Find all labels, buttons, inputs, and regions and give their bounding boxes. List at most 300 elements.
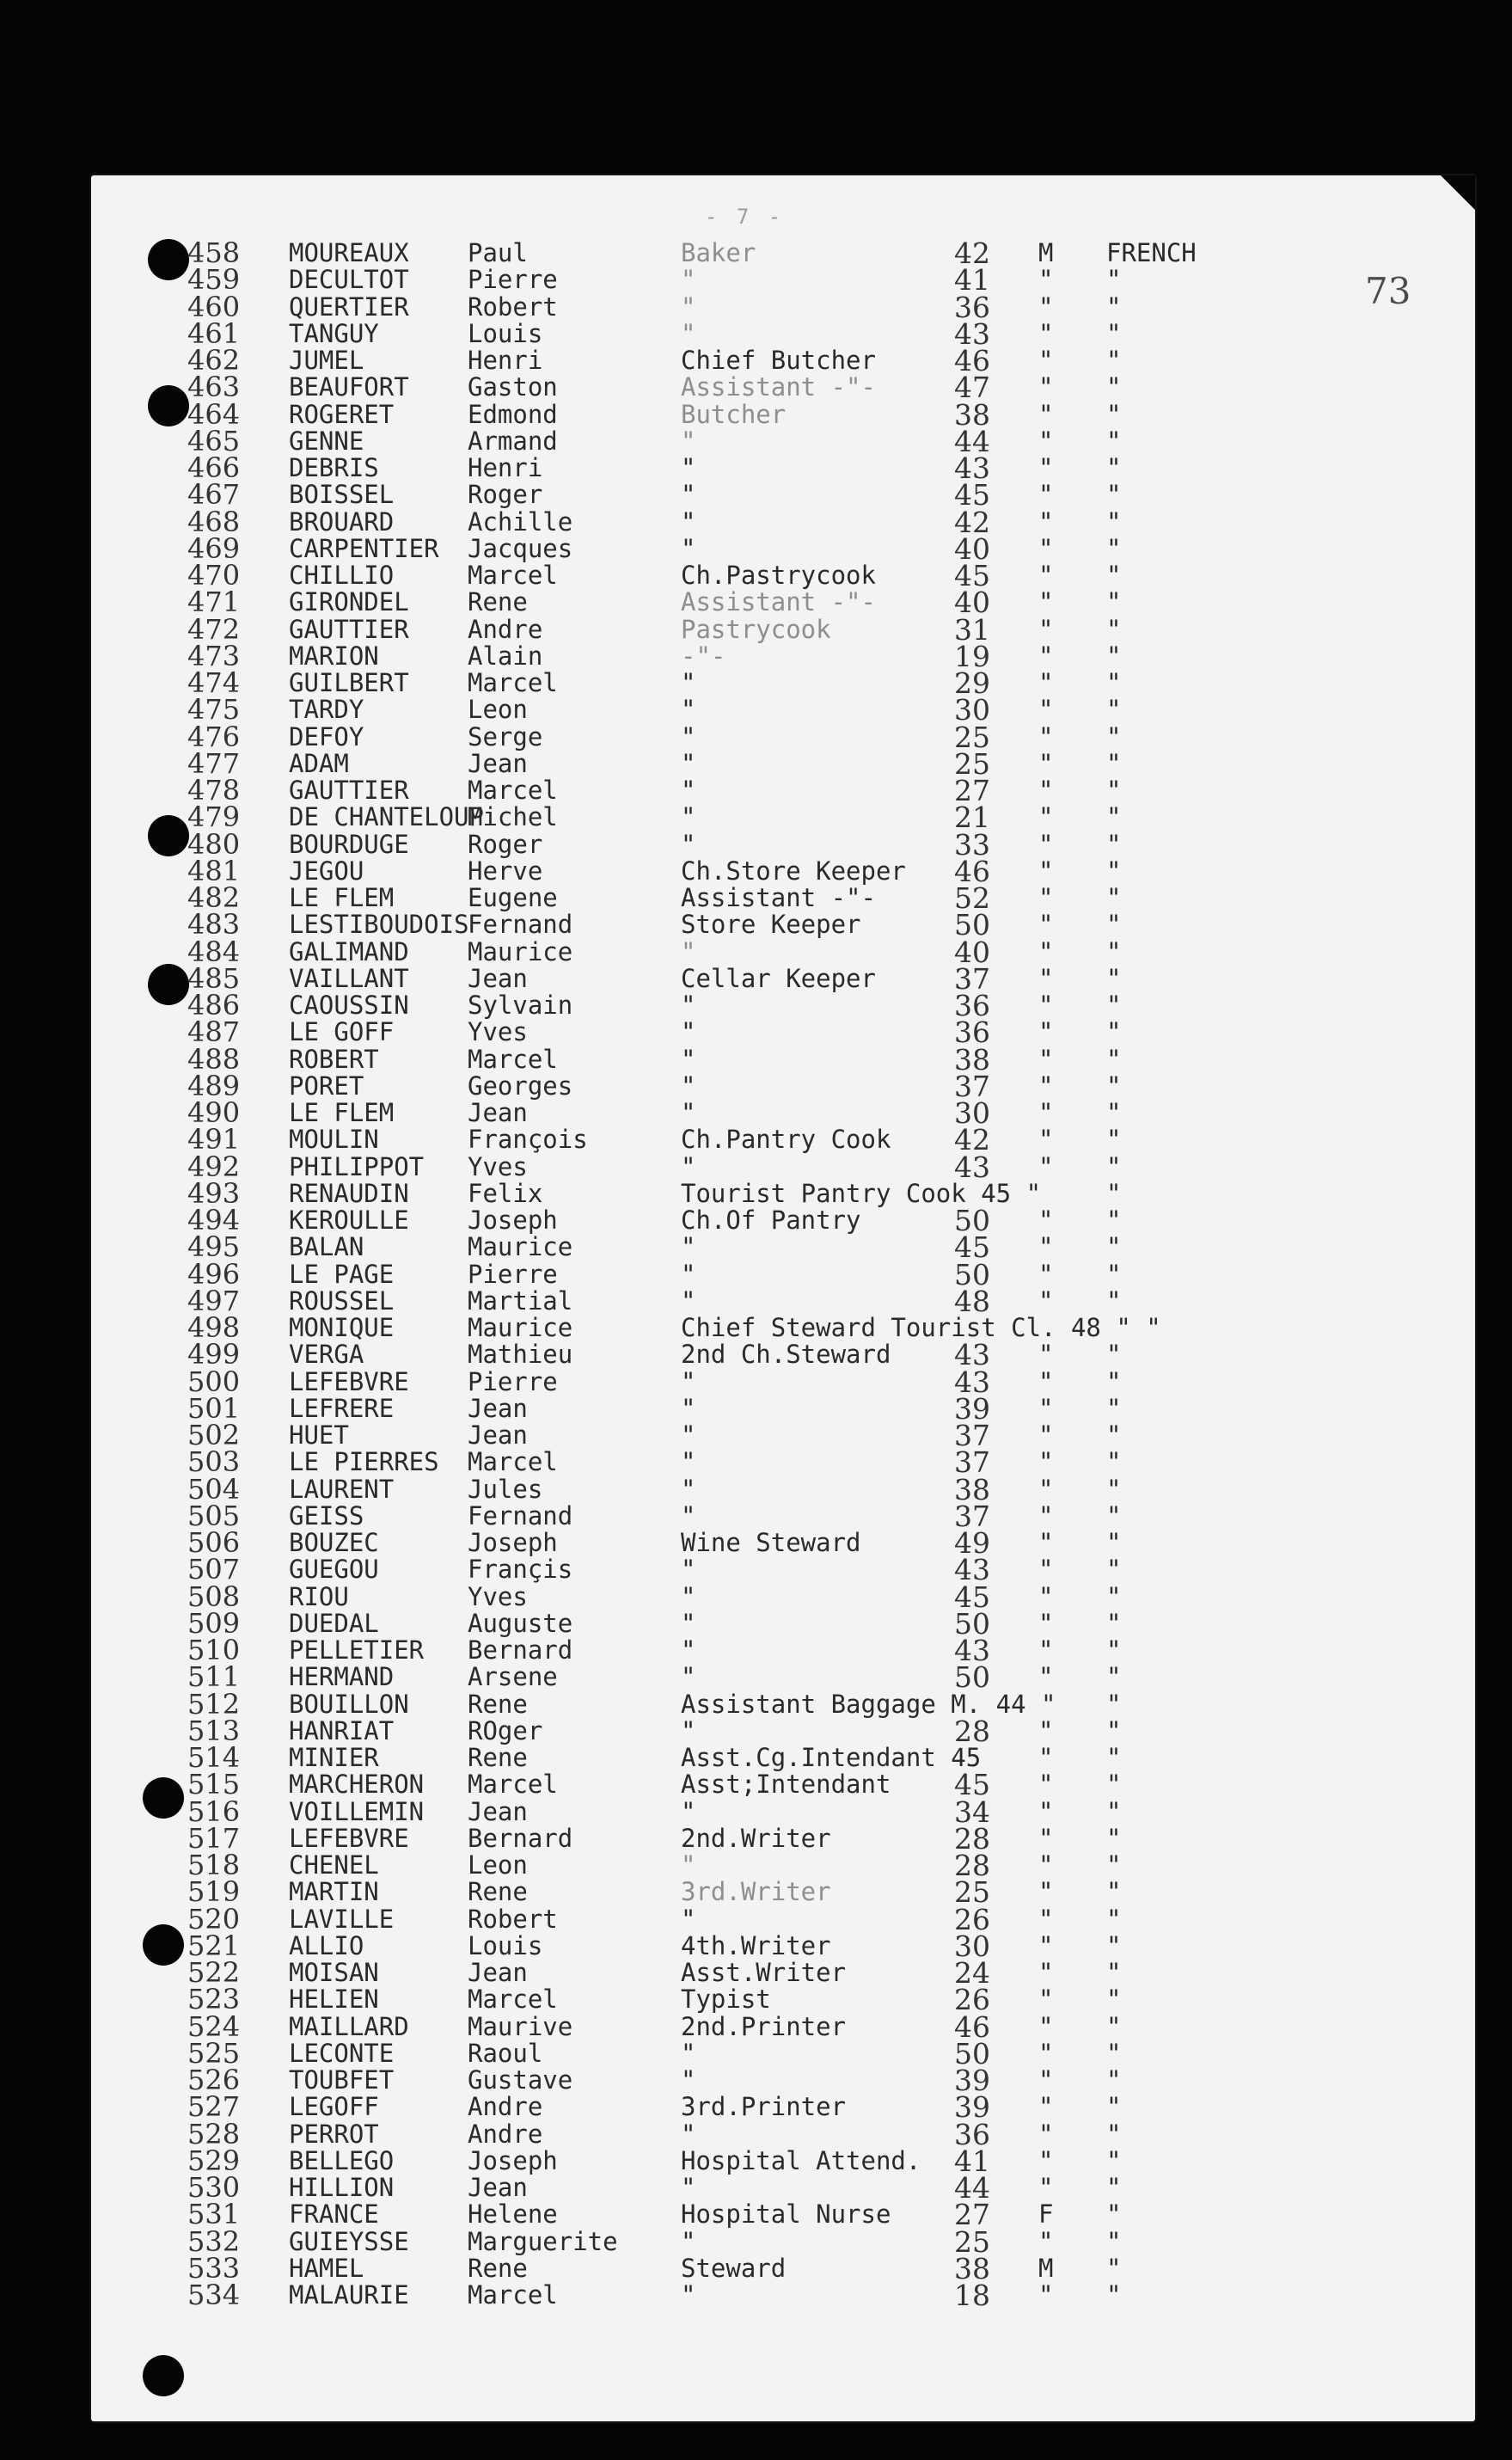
sex: "	[1038, 2226, 1054, 2256]
occupation: "	[681, 265, 696, 295]
sex: "	[1038, 721, 1054, 751]
crew-roster	[0, 236, 1512, 2312]
surname: GUEGOU	[289, 1555, 379, 1585]
occupation: "	[681, 1420, 696, 1450]
given-name: Rene	[468, 587, 528, 617]
row-number: 477	[187, 746, 241, 780]
given-name: Rene	[468, 1743, 528, 1772]
row-number: 515	[187, 1768, 241, 1801]
nationality: "	[1106, 1474, 1122, 1504]
sex: "	[1038, 1743, 1054, 1772]
sex: "	[1038, 1285, 1054, 1316]
occupation: -"-	[681, 641, 726, 671]
nationality: "	[1106, 2173, 1122, 2202]
surname: QUERTIER	[289, 291, 409, 322]
nationality: "	[1106, 1823, 1122, 1853]
row-number: 488	[187, 1042, 241, 1076]
nationality: "	[1106, 721, 1122, 751]
occupation: "	[681, 1285, 696, 1316]
occupation: Chief Steward Tourist Cl. 48 " "	[681, 1313, 1161, 1342]
occupation: "	[681, 1474, 696, 1504]
row-number: 487	[187, 1015, 241, 1049]
sex: "	[1038, 506, 1054, 537]
nationality: "	[1106, 1259, 1122, 1289]
occupation: Ch.Pastrycook	[681, 561, 876, 590]
nationality: "	[1106, 346, 1122, 375]
given-name: Marcel	[468, 668, 558, 697]
occupation: Assistant -"-	[681, 883, 876, 912]
surname: MARTIN	[289, 1877, 379, 1907]
occupation: "	[681, 1070, 696, 1101]
row-number: 517	[187, 1821, 241, 1855]
surname: RENAUDIN	[289, 1178, 409, 1208]
surname: GUILBERT	[289, 668, 409, 697]
nationality: "	[1106, 561, 1122, 590]
occupation: Chief Butcher	[681, 346, 876, 375]
row-number: 476	[187, 720, 241, 753]
torn-corner	[1441, 175, 1475, 210]
occupation: "	[681, 829, 696, 859]
surname: BOURDUGE	[289, 829, 409, 859]
roster-row	[0, 586, 1512, 620]
given-name: Andre	[468, 2092, 543, 2122]
row-number: 527	[187, 2090, 241, 2124]
sex: "	[1038, 1608, 1054, 1638]
sex: "	[1038, 1151, 1054, 1181]
row-number: 533	[187, 2251, 241, 2285]
row-number: 530	[187, 2171, 241, 2204]
row-number: 508	[187, 1580, 241, 1613]
given-name: Maurice	[468, 1232, 573, 1262]
row-number: 525	[187, 2036, 241, 2070]
row-number: 470	[187, 559, 241, 592]
age: 39	[954, 2064, 990, 2097]
given-name: ROger	[468, 1715, 543, 1745]
sex: "	[1038, 2119, 1054, 2149]
row-number: 534	[187, 2279, 241, 2311]
surname: TANGUY	[289, 318, 379, 348]
age: 37	[954, 1445, 990, 1480]
row-number: 461	[187, 316, 241, 350]
age: 38	[954, 2251, 990, 2285]
sex: "	[1038, 1340, 1054, 1370]
age: 43	[954, 1338, 990, 1372]
row-number: 513	[187, 1714, 241, 1747]
occupation: "	[681, 936, 696, 966]
age: 26	[954, 1902, 990, 1936]
given-name: Paul	[468, 238, 528, 267]
surname: ROGERET	[289, 399, 395, 429]
surname: DE CHANTELOUP	[289, 802, 484, 832]
nationality: "	[1106, 1098, 1122, 1127]
given-name: Serge	[468, 721, 543, 751]
nationality: FRENCH	[1106, 238, 1197, 267]
occupation: "	[681, 1904, 696, 1934]
occupation: "	[681, 991, 696, 1020]
given-name: Sylvain	[468, 991, 573, 1020]
nationality: "	[1106, 1662, 1122, 1692]
sex: M	[1038, 2253, 1054, 2283]
age: 44	[954, 2171, 990, 2205]
row-number: 520	[187, 1902, 241, 1935]
roster-row	[0, 1660, 1512, 1695]
age: 36	[954, 989, 990, 1022]
surname: ALLIO	[289, 1930, 364, 1960]
given-name: Jean	[468, 963, 528, 993]
given-name: Arsene	[468, 1662, 558, 1692]
occupation: Baker	[681, 238, 756, 267]
row-number: 466	[187, 451, 241, 484]
age: 44	[954, 424, 990, 458]
row-number: 471	[187, 586, 241, 619]
row-number: 493	[187, 1176, 241, 1210]
row-number: 506	[187, 1526, 241, 1559]
surname: LEFEBVRE	[289, 1366, 409, 1396]
row-number: 510	[187, 1634, 241, 1666]
age: 45	[954, 559, 990, 592]
surname: HERMAND	[289, 1662, 395, 1692]
surname: LE FLEM	[289, 883, 395, 912]
nationality: "	[1106, 1985, 1122, 2015]
given-name: Louis	[468, 1930, 543, 1960]
row-number: 526	[187, 2064, 241, 2096]
occupation: Cellar Keeper	[681, 963, 876, 993]
age: 28	[954, 1849, 990, 1882]
row-number: 500	[187, 1365, 241, 1398]
age: 29	[954, 666, 990, 700]
age: 50	[954, 1606, 990, 1641]
roster-row	[0, 693, 1512, 727]
surname: LE PIERRES	[289, 1447, 439, 1477]
surname: FRANCE	[289, 2199, 379, 2230]
given-name: Pierre	[468, 1366, 558, 1396]
row-number: 479	[187, 801, 241, 834]
roster-row	[0, 908, 1512, 942]
age: 37	[954, 1069, 990, 1103]
surname: GAUTTIER	[289, 614, 409, 644]
occupation: "	[681, 668, 696, 697]
sex: "	[1038, 2280, 1054, 2310]
sex: "	[1038, 1366, 1054, 1396]
given-name: Andre	[468, 2119, 543, 2149]
nationality: "	[1106, 399, 1122, 429]
given-name: Andre	[468, 614, 543, 644]
given-name: Yves	[468, 1017, 528, 1047]
sex: "	[1038, 1393, 1054, 1423]
row-number: 505	[187, 1499, 241, 1532]
occupation: "	[681, 1259, 696, 1289]
page-number: 73	[1365, 270, 1411, 312]
row-number: 469	[187, 531, 241, 565]
nationality: "	[1106, 991, 1122, 1020]
nationality: "	[1106, 776, 1122, 805]
surname: MARCHERON	[289, 1770, 425, 1800]
age: 45	[954, 1768, 990, 1802]
surname: LECONTE	[289, 2038, 395, 2068]
nationality: "	[1106, 587, 1122, 617]
nationality: "	[1106, 936, 1122, 966]
surname: BROUARD	[289, 506, 395, 537]
age: 18	[954, 2279, 990, 2312]
given-name: Jean	[468, 1393, 528, 1423]
age: 46	[954, 344, 990, 377]
nationality: "	[1106, 668, 1122, 697]
age: 40	[954, 531, 990, 566]
surname: CARPENTIER	[289, 533, 439, 563]
age: 37	[954, 1419, 990, 1452]
occupation: "	[681, 1366, 696, 1396]
age: 31	[954, 612, 990, 647]
row-number: 467	[187, 478, 241, 512]
surname: PELLETIER	[289, 1635, 425, 1665]
nationality: "	[1106, 1017, 1122, 1047]
row-number: 478	[187, 774, 241, 807]
row-number: 495	[187, 1230, 241, 1264]
given-name: Roger	[468, 829, 543, 859]
roster-row	[0, 1553, 1512, 1587]
occupation: "	[681, 776, 696, 805]
sex: "	[1038, 2038, 1054, 2068]
row-number: 504	[187, 1472, 241, 1506]
occupation: "	[681, 2065, 696, 2095]
age: 43	[954, 1365, 990, 1399]
sex: "	[1038, 1635, 1054, 1665]
given-name: Marguerite	[468, 2226, 618, 2256]
age: 50	[954, 2036, 990, 2070]
age: 45	[954, 1580, 990, 1614]
given-name: Yves	[468, 1151, 528, 1181]
row-number: 514	[187, 1741, 241, 1774]
sex: "	[1038, 1823, 1054, 1853]
given-name: Georges	[468, 1070, 573, 1101]
nationality: "	[1106, 802, 1122, 832]
age: 39	[954, 2090, 990, 2125]
given-name: Marcel	[468, 561, 558, 590]
row-number: 532	[187, 2224, 241, 2258]
row-number: 499	[187, 1338, 241, 1371]
given-name: Gaston	[468, 372, 558, 402]
occupation: "	[681, 506, 696, 537]
sex: "	[1038, 829, 1054, 859]
sex: "	[1038, 2011, 1054, 2041]
given-name: Marcel	[468, 1044, 558, 1074]
occupation: Assistant -"-	[681, 372, 876, 402]
age: 24	[954, 1956, 990, 1990]
surname: HAMEL	[289, 2253, 364, 2283]
given-name: Maurive	[468, 2011, 573, 2041]
sex: "	[1038, 453, 1054, 482]
row-number: 484	[187, 935, 241, 968]
roster-row	[0, 2198, 1512, 2232]
nationality: "	[1106, 2145, 1122, 2175]
age: 52	[954, 881, 990, 915]
surname: RIOU	[289, 1581, 349, 1611]
age: 50	[954, 1204, 990, 1237]
sex: "	[1038, 426, 1054, 456]
given-name: Jean	[468, 2173, 528, 2202]
row-number: 464	[187, 397, 241, 431]
surname: MONIQUE	[289, 1313, 395, 1342]
age: 25	[954, 1875, 990, 1910]
surname: BEAUFORT	[289, 372, 409, 402]
nationality: "	[1106, 1715, 1122, 1745]
age: 36	[954, 1015, 990, 1050]
sex: "	[1038, 963, 1054, 993]
nationality: "	[1106, 856, 1122, 886]
age: 50	[954, 1257, 990, 1291]
sex: "	[1038, 802, 1054, 832]
surname: MAILLARD	[289, 2011, 409, 2041]
given-name: Jules	[468, 1474, 543, 1504]
given-name: Jean	[468, 1098, 528, 1127]
nationality: "	[1106, 883, 1122, 912]
age: 42	[954, 505, 990, 539]
row-number: 465	[187, 424, 241, 457]
nationality: "	[1106, 2199, 1122, 2230]
age: 42	[954, 1123, 990, 1157]
sex: "	[1038, 265, 1054, 295]
sex: "	[1038, 1877, 1054, 1907]
given-name: Robert	[468, 291, 558, 322]
given-name: François	[468, 1125, 588, 1155]
occupation: Assistant -"-	[681, 587, 876, 617]
surname: LAURENT	[289, 1474, 395, 1504]
nationality: "	[1106, 533, 1122, 563]
age: 28	[954, 1714, 990, 1748]
sex: "	[1038, 668, 1054, 697]
sex: "	[1038, 1070, 1054, 1101]
nationality: "	[1106, 426, 1122, 456]
occupation: "	[681, 802, 696, 832]
surname: LE GOFF	[289, 1017, 395, 1047]
given-name: Edmond	[468, 399, 558, 429]
nationality: "	[1106, 265, 1122, 295]
occupation: "	[681, 1500, 696, 1531]
occupation: "	[681, 1555, 696, 1585]
sex: "	[1038, 1958, 1054, 1987]
occupation: "	[681, 1635, 696, 1665]
given-name: Pierre	[468, 265, 558, 295]
nationality: "	[1106, 748, 1122, 778]
surname: MOUREAUX	[289, 238, 409, 267]
nationality: "	[1106, 1958, 1122, 1987]
sex: "	[1038, 533, 1054, 563]
occupation: Hospital Attend.	[681, 2145, 921, 2175]
nationality: "	[1106, 1366, 1122, 1396]
surname: LEGOFF	[289, 2092, 379, 2122]
age: 37	[954, 1499, 990, 1533]
nationality: "	[1106, 1044, 1122, 1074]
surname: BELLEGO	[289, 2145, 395, 2175]
age: 38	[954, 1042, 990, 1077]
nationality: "	[1106, 1635, 1122, 1665]
nationality: "	[1106, 1125, 1122, 1155]
surname: KEROULLE	[289, 1205, 409, 1235]
age: 47	[954, 371, 990, 405]
age: 43	[954, 451, 990, 485]
nationality: "	[1106, 1070, 1122, 1101]
surname: GUIEYSSE	[289, 2226, 409, 2256]
age: 41	[954, 2144, 990, 2178]
age: 43	[954, 1634, 990, 1667]
row-number: 516	[187, 1794, 241, 1828]
row-number: 492	[187, 1150, 241, 1183]
nationality: "	[1106, 1393, 1122, 1423]
sex: "	[1038, 1044, 1054, 1074]
surname: MARION	[289, 641, 379, 671]
age: 27	[954, 774, 990, 807]
occupation: Tourist Pantry Cook 45 "	[681, 1178, 1042, 1208]
occupation: Assistant Baggage M. 44 "	[681, 1689, 1056, 1719]
surname: HELIEN	[289, 1985, 379, 2015]
nationality: "	[1106, 1151, 1122, 1181]
occupation: 2nd Ch.Steward	[681, 1340, 891, 1370]
nationality: "	[1106, 641, 1122, 671]
surname: HUET	[289, 1420, 349, 1450]
age: 28	[954, 1821, 990, 1856]
occupation: 2nd.Writer	[681, 1823, 831, 1853]
sex: "	[1038, 399, 1054, 429]
age: 25	[954, 2224, 990, 2259]
row-number: 473	[187, 639, 241, 672]
occupation: "	[681, 1581, 696, 1611]
sex: "	[1038, 1796, 1054, 1826]
row-number: 491	[187, 1123, 241, 1156]
sex: "	[1038, 641, 1054, 671]
row-number: 522	[187, 1956, 241, 1989]
surname: JUMEL	[289, 346, 364, 375]
age: 34	[954, 1794, 990, 1829]
surname: MALAURIE	[289, 2280, 409, 2310]
row-number: 512	[187, 1687, 241, 1721]
sex: "	[1038, 480, 1054, 510]
surname: ADAM	[289, 748, 349, 778]
surname: JEGOU	[289, 856, 364, 886]
occupation: Ch.Pantry Cook	[681, 1125, 891, 1155]
nationality: "	[1106, 614, 1122, 644]
surname: VERGA	[289, 1340, 364, 1370]
row-number: 503	[187, 1445, 241, 1479]
sex: "	[1038, 936, 1054, 966]
occupation: "	[681, 1796, 696, 1826]
surname: VAILLANT	[289, 963, 409, 993]
nationality: "	[1106, 318, 1122, 348]
sex: "	[1038, 1125, 1054, 1155]
given-name: Yves	[468, 1581, 528, 1611]
given-name: Helene	[468, 2199, 558, 2230]
occupation: "	[681, 1098, 696, 1127]
row-number: 531	[187, 2198, 241, 2231]
occupation: "	[681, 1715, 696, 1745]
nationality: "	[1106, 480, 1122, 510]
surname: LESTIBOUDOIS	[289, 910, 469, 940]
occupation: Steward	[681, 2253, 787, 2283]
given-name: Herve	[468, 856, 543, 886]
nationality: "	[1106, 1689, 1122, 1719]
given-name: Françis	[468, 1555, 573, 1585]
occupation: Pastrycook	[681, 614, 831, 644]
occupation: "	[681, 533, 696, 563]
punch-hole	[143, 2355, 184, 2396]
age: 41	[954, 263, 990, 298]
given-name: Bernard	[468, 1823, 573, 1853]
roster-row	[0, 1123, 1512, 1157]
sex: "	[1038, 1205, 1054, 1235]
occupation: "	[681, 748, 696, 778]
given-name: Jacques	[468, 533, 573, 563]
roster-row	[0, 2090, 1512, 2125]
occupation: Asst;Intendant	[681, 1770, 891, 1800]
